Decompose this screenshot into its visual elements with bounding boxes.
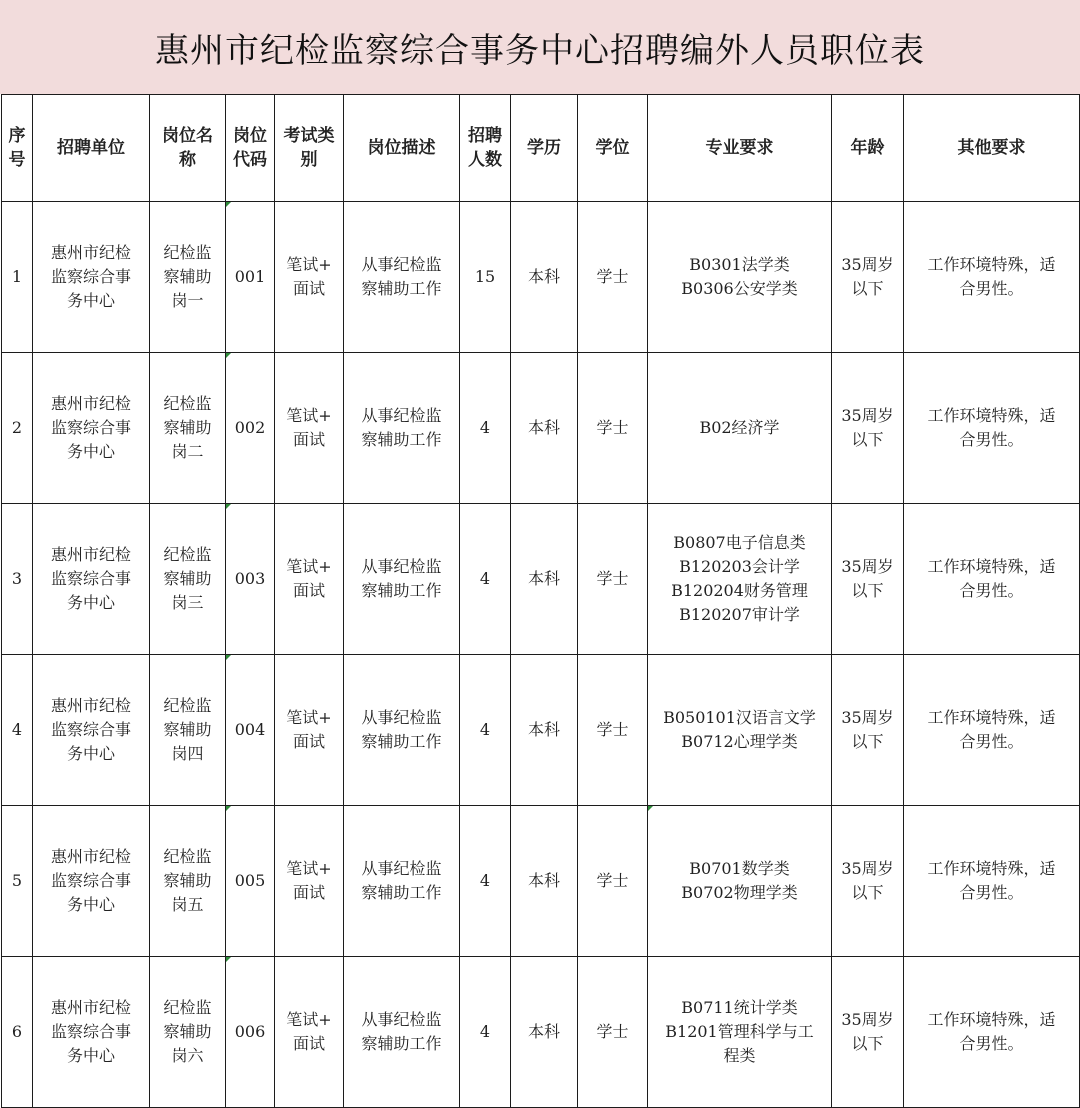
cell-post-code: 001 bbox=[226, 202, 275, 353]
cell-post-name: 纪检监 察辅助 岗二 bbox=[150, 353, 226, 504]
cell-degree: 学士 bbox=[578, 655, 648, 806]
header-row bbox=[2, 95, 1080, 202]
cell-seq: 5 bbox=[2, 806, 33, 957]
table-row bbox=[2, 806, 1080, 957]
cell-exam-type: 笔试+ 面试 bbox=[275, 655, 344, 806]
header-major: 专业要求 bbox=[648, 95, 832, 202]
header-age: 年龄 bbox=[832, 95, 904, 202]
cell-unit: 惠州市纪检 监察综合事 务中心 bbox=[33, 655, 150, 806]
cell-description: 从事纪检监 察辅助工作 bbox=[344, 353, 460, 504]
cell-unit: 惠州市纪检 监察综合事 务中心 bbox=[33, 504, 150, 655]
table-row bbox=[2, 353, 1080, 504]
positions-table bbox=[1, 94, 1080, 1108]
cell-count: 4 bbox=[460, 957, 511, 1108]
header-post-code: 岗位 代码 bbox=[226, 95, 275, 202]
cell-other: 工作环境特殊，适 合男性。 bbox=[904, 202, 1080, 353]
cell-age: 35周岁 以下 bbox=[832, 504, 904, 655]
header-post-name: 岗位名 称 bbox=[150, 95, 226, 202]
cell-post-code: 004 bbox=[226, 655, 275, 806]
cell-education: 本科 bbox=[511, 655, 578, 806]
header-unit: 招聘单位 bbox=[33, 95, 150, 202]
cell-seq: 1 bbox=[2, 202, 33, 353]
cell-other: 工作环境特殊，适 合男性。 bbox=[904, 504, 1080, 655]
cell-degree: 学士 bbox=[578, 806, 648, 957]
cell-post-name: 纪检监 察辅助 岗五 bbox=[150, 806, 226, 957]
cell-seq: 6 bbox=[2, 957, 33, 1108]
table-row bbox=[2, 202, 1080, 353]
cell-unit: 惠州市纪检 监察综合事 务中心 bbox=[33, 202, 150, 353]
cell-age: 35周岁 以下 bbox=[832, 353, 904, 504]
cell-exam-type: 笔试+ 面试 bbox=[275, 957, 344, 1108]
header-description: 岗位描述 bbox=[344, 95, 460, 202]
cell-degree: 学士 bbox=[578, 957, 648, 1108]
cell-major: B0701数学类 B0702物理学类 bbox=[648, 806, 832, 957]
cell-degree: 学士 bbox=[578, 504, 648, 655]
cell-other: 工作环境特殊，适 合男性。 bbox=[904, 655, 1080, 806]
cell-post-code: 005 bbox=[226, 806, 275, 957]
cell-other: 工作环境特殊，适 合男性。 bbox=[904, 806, 1080, 957]
cell-post-name: 纪检监 察辅助 岗四 bbox=[150, 655, 226, 806]
cell-major: B0711统计学类 B1201管理科学与工 程类 bbox=[648, 957, 832, 1108]
cell-unit: 惠州市纪检 监察综合事 务中心 bbox=[33, 806, 150, 957]
cell-count: 4 bbox=[460, 655, 511, 806]
cell-count: 4 bbox=[460, 806, 511, 957]
cell-description: 从事纪检监 察辅助工作 bbox=[344, 655, 460, 806]
cell-exam-type: 笔试+ 面试 bbox=[275, 202, 344, 353]
cell-exam-type: 笔试+ 面试 bbox=[275, 806, 344, 957]
header-education: 学历 bbox=[511, 95, 578, 202]
cell-age: 35周岁 以下 bbox=[832, 202, 904, 353]
cell-count: 4 bbox=[460, 504, 511, 655]
cell-major: B0301法学类 B0306公安学类 bbox=[648, 202, 832, 353]
cell-age: 35周岁 以下 bbox=[832, 655, 904, 806]
table-row bbox=[2, 957, 1080, 1108]
header-exam-type: 考试类 别 bbox=[275, 95, 344, 202]
cell-exam-type: 笔试+ 面试 bbox=[275, 504, 344, 655]
cell-post-code: 006 bbox=[226, 957, 275, 1108]
cell-unit: 惠州市纪检 监察综合事 务中心 bbox=[33, 957, 150, 1108]
cell-major: B050101汉语言文学 B0712心理学类 bbox=[648, 655, 832, 806]
cell-education: 本科 bbox=[511, 202, 578, 353]
header-degree: 学位 bbox=[578, 95, 648, 202]
cell-major: B0807电子信息类 B120203会计学 B120204财务管理 B120207审计学 bbox=[648, 504, 832, 655]
cell-age: 35周岁 以下 bbox=[832, 806, 904, 957]
cell-other: 工作环境特殊，适 合男性。 bbox=[904, 957, 1080, 1108]
cell-post-name: 纪检监 察辅助 岗六 bbox=[150, 957, 226, 1108]
cell-education: 本科 bbox=[511, 806, 578, 957]
cell-seq: 3 bbox=[2, 504, 33, 655]
cell-count: 15 bbox=[460, 202, 511, 353]
cell-education: 本科 bbox=[511, 353, 578, 504]
cell-post-name: 纪检监 察辅助 岗一 bbox=[150, 202, 226, 353]
cell-degree: 学士 bbox=[578, 353, 648, 504]
cell-major: B02经济学 bbox=[648, 353, 832, 504]
cell-description: 从事纪检监 察辅助工作 bbox=[344, 202, 460, 353]
cell-other: 工作环境特殊，适 合男性。 bbox=[904, 353, 1080, 504]
page-title: 惠州市纪检监察综合事务中心招聘编外人员职位表 bbox=[0, 0, 1080, 94]
cell-exam-type: 笔试+ 面试 bbox=[275, 353, 344, 504]
cell-education: 本科 bbox=[511, 504, 578, 655]
cell-post-code: 003 bbox=[226, 504, 275, 655]
cell-post-code: 002 bbox=[226, 353, 275, 504]
cell-description: 从事纪检监 察辅助工作 bbox=[344, 957, 460, 1108]
cell-unit: 惠州市纪检 监察综合事 务中心 bbox=[33, 353, 150, 504]
header-count: 招聘 人数 bbox=[460, 95, 511, 202]
header-seq: 序 号 bbox=[2, 95, 33, 202]
cell-count: 4 bbox=[460, 353, 511, 504]
cell-education: 本科 bbox=[511, 957, 578, 1108]
cell-post-name: 纪检监 察辅助 岗三 bbox=[150, 504, 226, 655]
cell-description: 从事纪检监 察辅助工作 bbox=[344, 504, 460, 655]
cell-degree: 学士 bbox=[578, 202, 648, 353]
header-other: 其他要求 bbox=[904, 95, 1080, 202]
cell-description: 从事纪检监 察辅助工作 bbox=[344, 806, 460, 957]
cell-seq: 2 bbox=[2, 353, 33, 504]
cell-age: 35周岁 以下 bbox=[832, 957, 904, 1108]
table-row bbox=[2, 504, 1080, 655]
table-row bbox=[2, 655, 1080, 806]
cell-seq: 4 bbox=[2, 655, 33, 806]
